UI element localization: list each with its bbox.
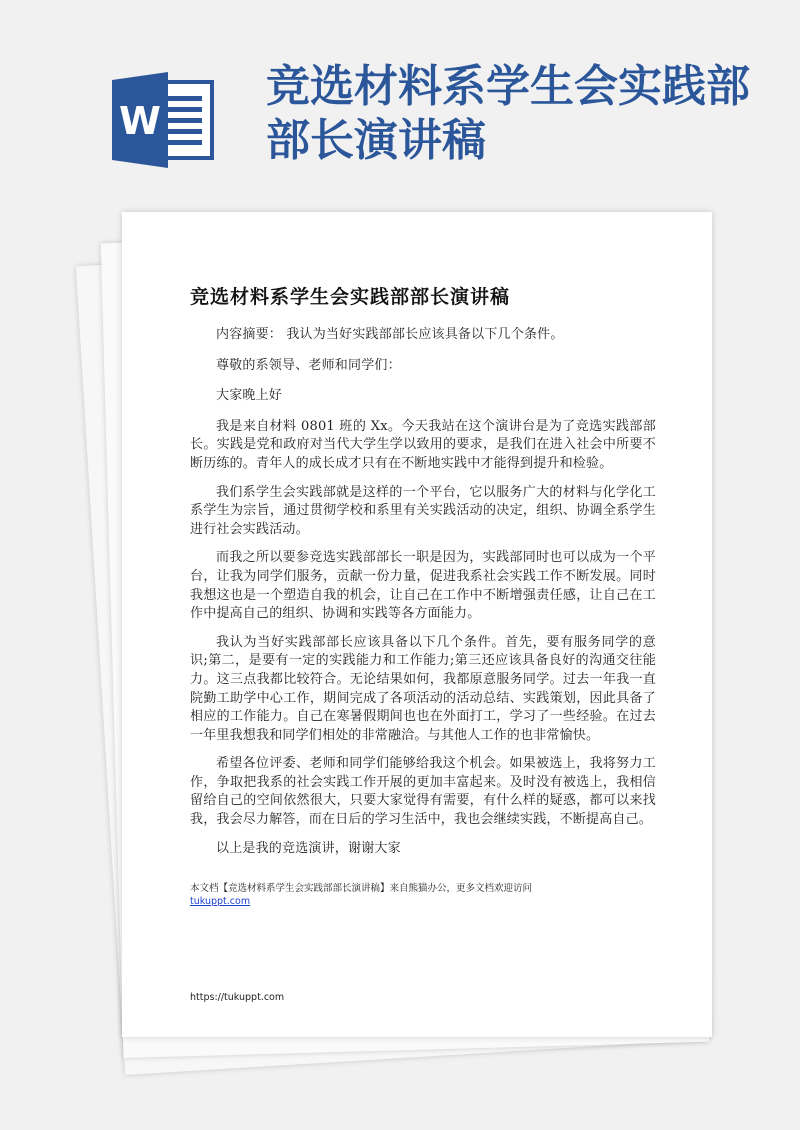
source-note-text: 本文档【竞选材料系学生会实践部部长演讲稿】来自熊猫办公，更多文档欢迎访问 (190, 883, 533, 894)
document-title: 竞选材料系学生会实践部部长演讲稿 (190, 286, 511, 308)
paragraph-qualifications: 我认为当好实践部部长应该具备以下几个条件。首先，要有服务同学的意识;第二，是要有一定的实践能力和工作能力;第三还应该具备良好的沟通交往能力。这三点我都比较符合。无论结果如何，我都原意服务同学。过去一年我一直院勤工助学中心工作，期间完成了各项活动的活动总结、实践策划，因此具备了相应的工作能力。自己在寒暑假期间也也在外面打工，学习了一些经验。在过去一年里我想我和同学们相处的非常融洽。与其他人工作的也非常愉快。 (190, 634, 656, 743)
source-link[interactable]: tukuppt.com (190, 896, 251, 907)
paragraph-hope: 希望各位评委、老师和同学们能够给我这个机会。如果被选上，我将努力工作，争取把我系的社会实践工作开展的更加丰富起来。及时没有被选上，我相信留给自己的空间依然很大，只要大家觉得有需要，有什么样的疑惑，都可以来找我，我会尽力解答，而在日后的学习生活中，我也会继续实践，不断提高自己。 (190, 756, 656, 828)
paragraph-motivation: 而我之所以要参竞选实践部部长一职是因为，实践部同时也可以成为一个平台，让我为同学们服务，贡献一份力量，促进我系社会实践工作不断发展。同时我想这也是一个塑造自我的机会，让自己在工作中不断增强责任感，让自己在工作中提高自己的组织、协调和实践等各方面能力。 (190, 550, 656, 622)
page-title: 竞选材料系学生会实践部部长演讲稿 (266, 61, 750, 166)
paragraph-introduction: 我是来自材料 0801 班的 Xx。今天我站在这个演讲台是为了竞选实践部部长。实践是党和政府对当代大学生学以致用的要求，是我们在进入社会中所要不断历练的。青年人的成长成才只有在不断地实践中才能得到提升和检验。 (190, 418, 656, 471)
document-body (190, 326, 656, 868)
paragraph-closing: 以上是我的竞选演讲，谢谢大家 (216, 840, 401, 856)
source-note (190, 882, 660, 908)
word-document-icon (112, 72, 216, 168)
paragraph-salutation: 尊敬的系领导、老师和同学们： (216, 357, 401, 373)
footer-url: https://tukuppt.com (190, 992, 285, 1003)
paragraph-summary: 内容摘要： 我认为当好实践部部长应该具备以下几个条件。 (216, 327, 564, 342)
word-logo-letter: W (119, 99, 161, 143)
paragraph-greeting: 大家晚上好 (216, 388, 283, 404)
paragraph-department: 我们系学生会实践部就是这样的一个平台，它以服务广大的材料与化学化工系学生为宗旨，通过贯彻学校和系里有关实践活动的决定，组织、协调全系学生进行社会实践活动。 (190, 484, 656, 537)
